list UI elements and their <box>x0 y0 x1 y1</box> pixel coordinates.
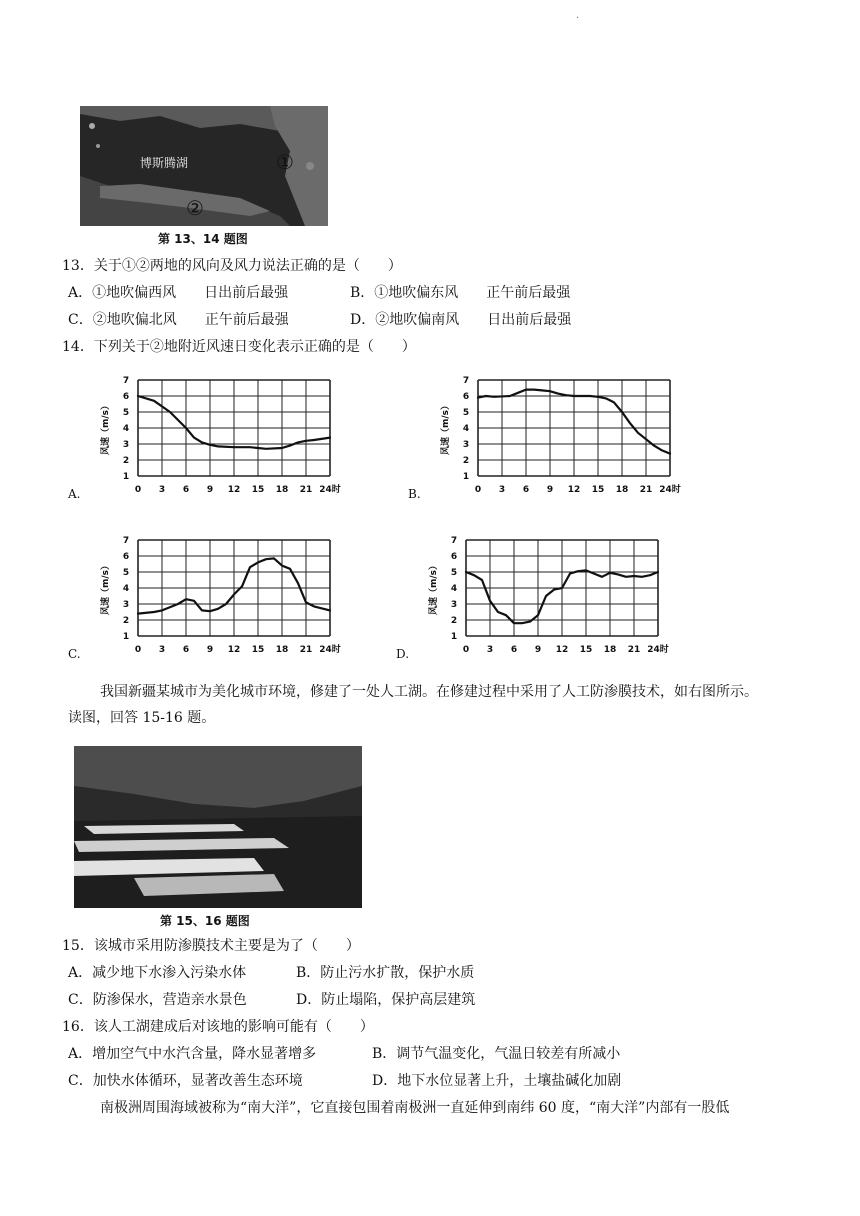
q16-option-d: D．地下水位显著上升，土壤盐碱化加剧 <box>372 1073 622 1089</box>
y-tick-label: 7 <box>450 536 458 546</box>
x-tick-label: 15 <box>591 485 605 495</box>
q16-option-a: A．增加空气中水汽含量，降水显著增多 <box>68 1046 317 1062</box>
chart-option-label: D. <box>396 647 410 661</box>
x-tick-label: 18 <box>615 485 629 495</box>
y-tick-label: 1 <box>462 472 470 482</box>
y-tick-label: 5 <box>450 568 458 578</box>
header-dot: . <box>576 10 580 21</box>
x-tick-label: 9 <box>546 485 554 495</box>
x-tick-label: 12 <box>555 645 569 655</box>
x-tick-label: 21 <box>639 485 653 495</box>
x-tick-label: 9 <box>534 645 542 655</box>
y-tick-label: 5 <box>122 568 130 578</box>
y-tick-label: 4 <box>122 424 130 434</box>
chart-option-label: B. <box>408 487 421 501</box>
wind-speed-chart-c <box>66 530 366 670</box>
q15-option-a: A．减少地下水渗入污染水体 <box>68 965 247 981</box>
q15-option-b: B．防止污水扩散，保护水质 <box>296 965 475 981</box>
figure1-caption: 第 13、14 题图 <box>158 232 248 246</box>
y-tick-label: 7 <box>122 536 130 546</box>
y-tick-label: 6 <box>450 552 458 562</box>
x-tick-label: 3 <box>158 485 166 495</box>
y-axis-label: 风速（m/s） <box>441 400 451 456</box>
artificial-lake-photo <box>74 746 362 908</box>
y-tick-label: 7 <box>462 376 470 386</box>
x-tick-label: 18 <box>603 645 617 655</box>
x-tick-label: 3 <box>486 645 494 655</box>
passage2-line1: 南极洲周围海域被称为“南大洋”，它直接包围着南极洲一直延伸到南纬 60 度，“南大洋”内部有一股低 <box>100 1100 730 1116</box>
y-axis-label: 风速（m/s） <box>429 560 439 616</box>
lake-satellite-image <box>80 106 328 226</box>
passage1-line1: 我国新疆某城市为美化城市环境，修建了一处人工湖。在修建过程中采用了人工防渗膜技术，如右图所示。 <box>100 684 758 700</box>
y-tick-label: 2 <box>122 456 130 466</box>
y-tick-label: 6 <box>122 392 130 402</box>
q13-option-a: A．①地吹偏西风 日出前后最强 <box>68 285 289 301</box>
x-tick-label: 15 <box>251 485 265 495</box>
x-tick-label: 21 <box>627 645 641 655</box>
q15-stem: 15．该城市采用防渗膜技术主要是为了（ ） <box>62 938 360 954</box>
q16-option-b: B．调节气温变化，气温日较差有所减小 <box>372 1046 621 1062</box>
chart-d <box>394 530 704 670</box>
y-tick-label: 3 <box>122 600 130 610</box>
x-tick-label: 3 <box>158 645 166 655</box>
x-tick-label: 21 <box>299 645 313 655</box>
x-tick-label: 24时 <box>647 645 669 655</box>
x-tick-label: 21 <box>299 485 313 495</box>
q13-stem: 13．关于①②两地的风向及风力说法正确的是（ ） <box>62 258 402 274</box>
q15-option-d: D．防止塌陷，保护高层建筑 <box>296 992 476 1008</box>
x-tick-label: 12 <box>227 645 241 655</box>
chart-option-label: A. <box>68 487 81 501</box>
q15-option-c: C．防渗保水，营造亲水景色 <box>68 992 247 1008</box>
y-tick-label: 4 <box>462 424 470 434</box>
chart-a <box>66 370 366 510</box>
y-axis-label: 风速（m/s） <box>101 560 111 616</box>
y-tick-label: 1 <box>450 632 458 642</box>
x-tick-label: 0 <box>462 645 470 655</box>
y-tick-label: 3 <box>450 600 458 610</box>
y-tick-label: 6 <box>462 392 470 402</box>
chart-c <box>66 530 366 670</box>
x-tick-label: 3 <box>498 485 506 495</box>
x-tick-label: 9 <box>206 485 214 495</box>
chart-b <box>406 370 706 510</box>
y-tick-label: 2 <box>450 616 458 626</box>
x-tick-label: 12 <box>227 485 241 495</box>
x-tick-label: 15 <box>579 645 593 655</box>
y-tick-label: 1 <box>122 632 130 642</box>
marker-1: ① <box>276 150 294 174</box>
y-tick-label: 2 <box>462 456 470 466</box>
x-tick-label: 6 <box>182 645 190 655</box>
q13-option-d: D．②地吹偏南风 日出前后最强 <box>350 312 572 328</box>
y-tick-label: 4 <box>122 584 130 594</box>
y-axis-label: 风速（m/s） <box>101 400 111 456</box>
x-tick-label: 0 <box>474 485 482 495</box>
q16-option-c: C．加快水体循环，显著改善生态环境 <box>68 1073 303 1089</box>
x-tick-label: 12 <box>567 485 581 495</box>
y-tick-label: 2 <box>122 616 130 626</box>
x-tick-label: 18 <box>275 485 289 495</box>
y-tick-label: 4 <box>450 584 458 594</box>
q13-option-c: C．②地吹偏北风 正午前后最强 <box>68 312 289 328</box>
x-tick-label: 24时 <box>319 645 341 655</box>
x-tick-label: 0 <box>134 645 142 655</box>
x-tick-label: 9 <box>206 645 214 655</box>
lake-label: 博斯腾湖 <box>140 156 189 170</box>
y-tick-label: 5 <box>122 408 130 418</box>
y-tick-label: 7 <box>122 376 130 386</box>
wind-speed-chart-b <box>406 370 706 510</box>
figure2-caption: 第 15、16 题图 <box>160 914 250 928</box>
x-tick-label: 18 <box>275 645 289 655</box>
y-tick-label: 3 <box>122 440 130 450</box>
x-tick-label: 6 <box>182 485 190 495</box>
y-tick-label: 3 <box>462 440 470 450</box>
wind-speed-chart-a <box>66 370 366 510</box>
passage1-line2: 读图，回答 15-16 题。 <box>68 710 216 726</box>
x-tick-label: 24时 <box>659 485 681 495</box>
q13-option-b: B．①地吹偏东风 正午前后最强 <box>350 285 571 301</box>
q14-stem: 14．下列关于②地附近风速日变化表示正确的是（ ） <box>62 339 416 355</box>
marker-2: ② <box>186 196 204 220</box>
q16-stem: 16．该人工湖建成后对该地的影响可能有（ ） <box>62 1019 374 1035</box>
x-tick-label: 24时 <box>319 485 341 495</box>
y-tick-label: 6 <box>122 552 130 562</box>
wind-speed-chart-d <box>394 530 704 670</box>
x-tick-label: 0 <box>134 485 142 495</box>
y-tick-label: 1 <box>122 472 130 482</box>
x-tick-label: 6 <box>522 485 530 495</box>
x-tick-label: 15 <box>251 645 265 655</box>
x-tick-label: 6 <box>510 645 518 655</box>
y-tick-label: 5 <box>462 408 470 418</box>
chart-option-label: C. <box>68 647 81 661</box>
